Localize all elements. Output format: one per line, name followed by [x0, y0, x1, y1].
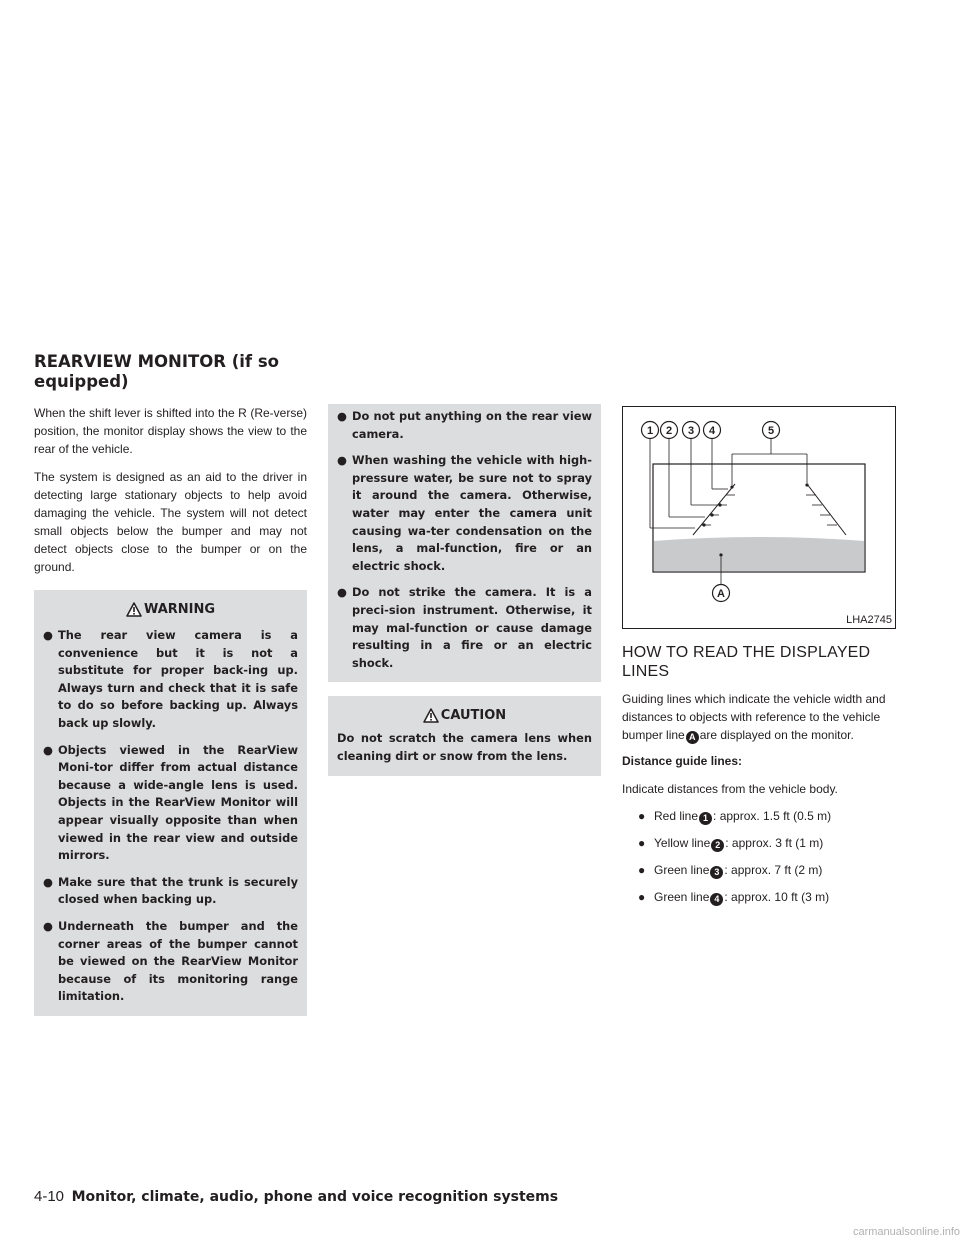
caution-header — [337, 704, 592, 726]
bullet-icon: ● — [43, 742, 53, 757]
caution-box — [328, 696, 601, 775]
warning-item: ● When washing the vehicle with high-pressure water, be sure not to spray it around the camera. Otherwise, water may enter the camera unit causing wa-ter condensation on the lens, a mal-function, fire or an electric shock. — [337, 453, 592, 573]
distance-guide-text: Indicate distances from the vehicle body. — [622, 782, 838, 796]
intro-paragraph-1: When the shift lever is shifted into the R (Re-verse) position, the monitor display shows the view to the rear of the vehicle. — [34, 406, 307, 456]
warning-item: ● The rear view camera is a convenience but it is not a substitute for proper back-ing up. Always turn and check that it is safe to do so before backing up. Always back up slowly. — [43, 628, 298, 730]
footer-title: Monitor, climate, audio, phone and voice recognition systems — [71, 1189, 559, 1205]
section-title: REARVIEW MONITOR (if so equipped) — [34, 352, 279, 391]
bullet-icon: ● — [43, 874, 53, 889]
column-2 — [328, 404, 601, 776]
warning-box — [34, 590, 307, 1016]
bullet-icon: ● — [337, 409, 347, 423]
distance-item: ● Green line 3 : approx. 7 ft (2 m) — [638, 863, 823, 877]
caution-text: Do not scratch the camera lens when cleaning dirt or snow from the lens. — [337, 731, 592, 763]
label-circle-1 — [642, 422, 659, 439]
warning-list-a — [43, 627, 298, 1006]
warning-title: WARNING — [143, 601, 216, 617]
label-5: 5 — [767, 425, 775, 437]
marker-2-icon: 2 — [711, 839, 724, 852]
warning-list-b — [337, 408, 592, 672]
label-2: 2 — [665, 425, 673, 437]
page-footer — [34, 1186, 558, 1205]
bullet-icon: ● — [638, 836, 646, 850]
warning-item: ● Do not strike the camera. It is a preci-sion instrument. Otherwise, it may mal-function or cause damage resulting in a fire or an electric shock. — [337, 585, 592, 670]
label-circle-4 — [704, 422, 721, 439]
distance-list — [622, 807, 896, 906]
page-number: 4-10 — [34, 1188, 65, 1205]
label-1: 1 — [646, 425, 654, 437]
marker-a-icon: A — [686, 731, 699, 744]
warning-icon — [126, 602, 142, 617]
marker-4-icon: 4 — [710, 893, 723, 906]
guide-lines-figure — [622, 406, 896, 629]
figure-code: LHA2745 — [846, 614, 892, 626]
column-3 — [622, 406, 896, 915]
marker-1-icon: 1 — [699, 812, 712, 825]
label-circle-3 — [683, 422, 700, 439]
bullet-icon: ● — [337, 453, 347, 468]
distance-item: ● Red line 1 : approx. 1.5 ft (0.5 m) — [638, 809, 832, 823]
caution-title: CAUTION — [440, 707, 507, 723]
bullet-icon: ● — [638, 809, 646, 823]
warning-item: ● Do not put anything on the rear view camera. — [337, 409, 592, 441]
label-a: A — [717, 588, 725, 600]
distance-item: ● Yellow line 2 : approx. 3 ft (1 m) — [638, 836, 824, 850]
guide-lines-diagram — [623, 407, 895, 628]
howto-paragraph: Guiding lines which indicate the vehicle width and distances to objects with reference to the vehicle bumper line A are displayed on the monitor. — [622, 692, 886, 742]
howto-heading: HOW TO READ THE DISPLAYED LINES — [622, 644, 871, 680]
bullet-icon: ● — [43, 918, 53, 933]
label-4: 4 — [708, 425, 716, 437]
column-1 — [34, 404, 307, 1016]
watermark: carmanualsonline.info — [852, 1226, 960, 1238]
bullet-icon: ● — [638, 863, 646, 877]
warning-item: ● Objects viewed in the RearView Moni-tor differ from actual distance because a wide-angle lens is used. Objects in the RearView Monitor will appear visually opposite than when viewed in the rear view and outside mirrors. — [43, 742, 298, 863]
distance-guide-heading: Distance guide lines: — [622, 754, 743, 768]
warning-header — [43, 598, 298, 620]
label-circle-2 — [661, 422, 678, 439]
label-3: 3 — [687, 425, 695, 437]
warning-item: ● Underneath the bumper and the corner areas of the bumper cannot be viewed on the RearView Monitor because of its monitoring range limitation. — [43, 918, 298, 1004]
label-circle-5 — [763, 422, 780, 439]
bullet-icon: ● — [638, 890, 646, 904]
marker-3-icon: 3 — [710, 866, 723, 879]
distance-item: ● Green line 4 : approx. 10 ft (3 m) — [638, 890, 830, 904]
warning-box-continued — [328, 404, 601, 682]
caution-icon — [423, 708, 439, 723]
intro-paragraph-2: The system is designed as an aid to the driver in detecting large stationary objects to help avoid damaging the vehicle. The system will not detect small objects below the bumper and may not detect objects close to the bumper or on the ground. — [34, 470, 307, 574]
warning-item: ● Make sure that the trunk is securely closed when backing up. — [43, 874, 298, 907]
bullet-icon: ● — [43, 628, 53, 642]
label-circle-a — [713, 585, 730, 602]
bullet-icon: ● — [337, 585, 347, 600]
